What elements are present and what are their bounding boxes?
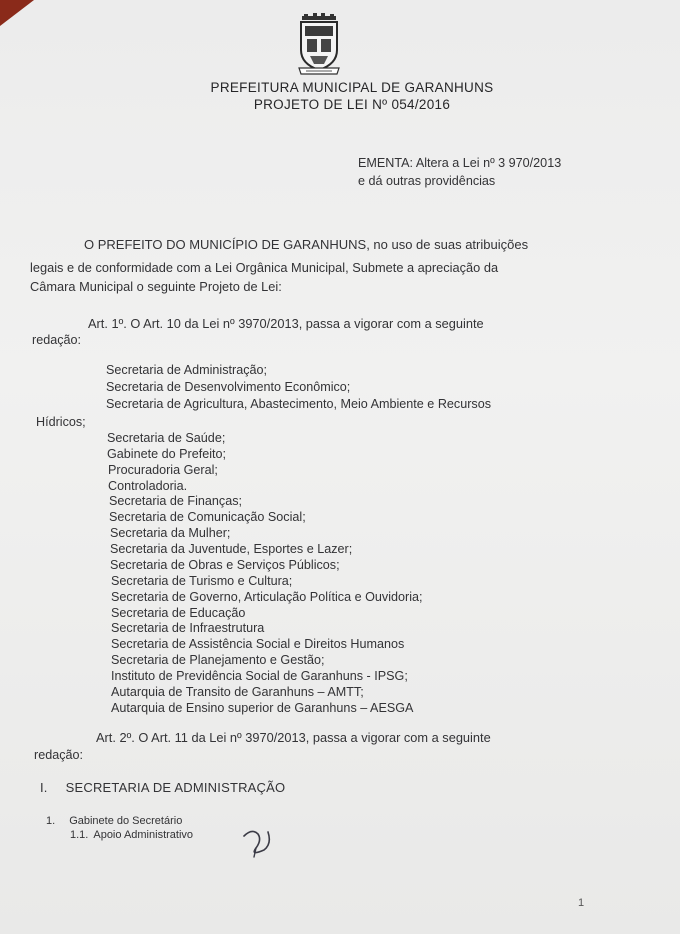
secretaria-item: Secretaria de Educação [111,606,246,620]
item-text: Apoio Administrativo [93,829,194,841]
secretaria-item: Secretaria de Planejamento e Gestão; [111,653,325,667]
folded-corner [0,0,34,26]
secretaria-item: Secretaria de Desenvolvimento Econômico; [106,380,351,394]
secretaria-item: Procuradoria Geral; [108,463,218,477]
list-item [70,829,193,841]
secretaria-item: Secretaria da Juventude, Esportes e Lazer; [110,542,353,556]
secretaria-item: Secretaria de Comunicação Social; [109,510,306,524]
item-text: Gabinete do Secretário [69,815,183,827]
list-item [46,815,182,827]
secretaria-item: Secretaria de Assistência Social e Direitos Humanos [111,637,405,651]
section-heading [40,780,285,795]
art1-label: Art. 1º. [88,316,127,331]
secretaria-item: Controladoria. [108,479,188,493]
preamble-line1 [84,237,528,252]
section-title: SECRETARIA DE ADMINISTRAÇÃO [65,780,286,795]
secretaria-item: Secretaria de Infraestrutura [111,621,265,635]
art1-line1 [88,316,484,331]
secretaria-item: Secretaria de Governo, Articulação Política e Ouvidoria; [111,590,423,604]
ementa-text1: Altera a Lei nº 3 970/2013 [415,156,562,170]
item-number: 1. [46,815,56,827]
secretaria-item-continued: Hídricos; [36,415,86,429]
item-number: 1.1. [70,829,89,841]
ementa-label: EMENTA: [358,156,414,170]
preamble-line3: Câmara Municipal o seguinte Projeto de Lei: [30,279,282,294]
preamble-bold: O PREFEITO DO MUNICÍPIO DE GARANHUNS [84,237,367,252]
secretaria-item: Autarquia de Transito de Garanhuns – AMTT; [111,685,364,699]
art2-label: Art. 2º. [96,730,135,745]
secretaria-item: Secretaria de Finanças; [109,494,243,508]
art2-line1 [96,730,491,745]
handwritten-initial-icon [238,826,278,860]
secretaria-item: Secretaria de Obras e Serviços Públicos; [110,558,340,572]
municipality-title: PREFEITURA MUNICIPAL DE GARANHUNS [210,80,494,95]
art2-text: O Art. 11 da Lei nº 3970/2013, passa a vigorar com a seguinte [138,730,491,745]
secretaria-item: Secretaria de Saúde; [107,431,226,445]
preamble-line2: legais e de conformidade com a Lei Orgânica Municipal, Submete a apreciação da [30,260,499,275]
preamble-line1-rest: , no uso de suas atribuições [366,237,529,252]
secretaria-item: Secretaria de Administração; [106,363,268,377]
art2-line2: redação: [34,748,84,762]
section-number: I. [40,780,48,795]
bill-number: PROJETO DE LEI Nº 054/2016 [253,97,451,112]
art1-line2: redação: [32,333,82,347]
ementa-line1 [358,156,561,170]
art1-text: O Art. 10 da Lei nº 3970/2013, passa a vigorar com a seguinte [130,316,484,331]
crest-icon [296,12,342,78]
secretaria-item: Secretaria da Mulher; [110,526,231,540]
ementa-line2: e dá outras providências [358,174,496,188]
secretaria-item: Autarquia de Ensino superior de Garanhuns – AESGA [111,701,414,715]
secretaria-item: Instituto de Previdência Social de Garanhuns - IPSG; [111,669,408,683]
secretaria-item: Secretaria de Turismo e Cultura; [111,574,293,588]
page-number: 1 [578,897,585,909]
secretaria-item: Secretaria de Agricultura, Abastecimento, Meio Ambiente e Recursos [106,397,492,411]
secretaria-item: Gabinete do Prefeito; [107,447,227,461]
